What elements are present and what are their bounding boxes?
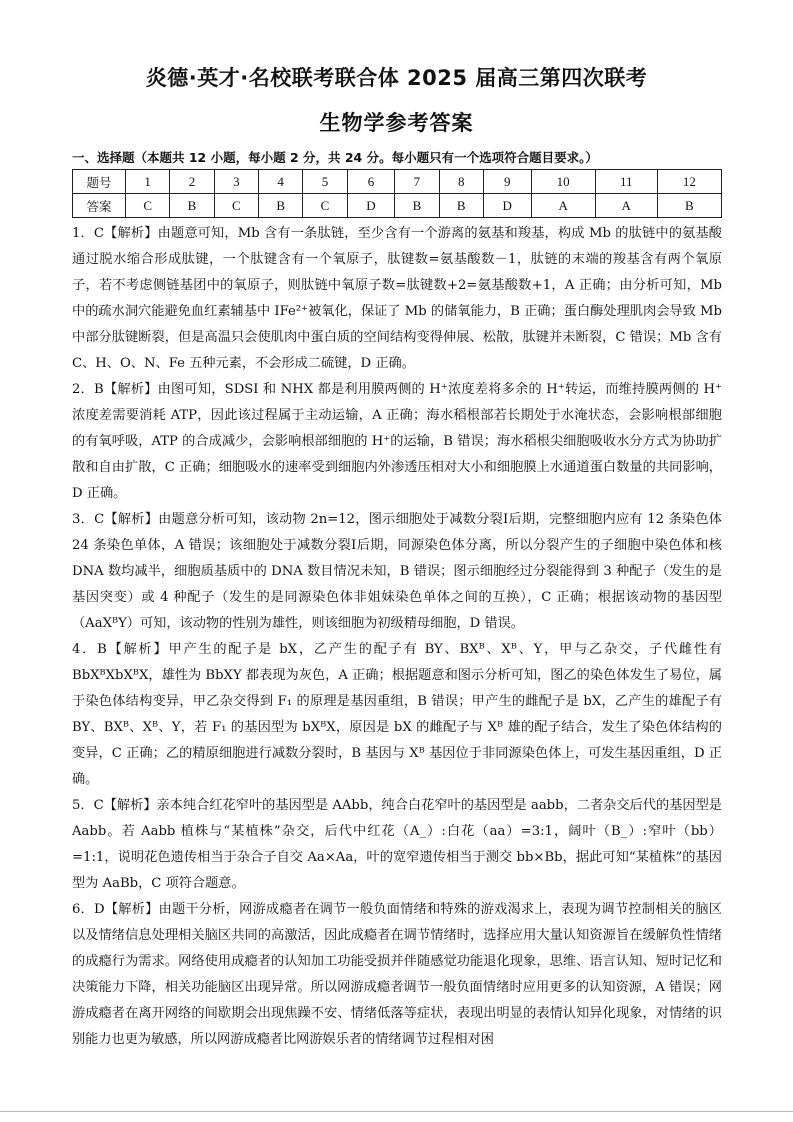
exam-title: 炎德·英才·名校联考联合体 2025 届高三第四次联考 [145, 66, 648, 90]
answer-key-title: 生物学参考答案 [319, 111, 474, 135]
answer-cell: B [439, 194, 483, 218]
answer-cell: B [395, 194, 439, 218]
explanation-q5: 5．C【解析】亲本纯合红花窄叶的基因型是 AAbb，纯合白花窄叶的基因型是 aabb，二者杂交后代的基因型是 Aabb。若 Aabb 植株与“某植株”杂交，后代中红花（A_）:白花（aa）=3:1，阔叶（B_）:窄叶（bb）=1:1，说明花色遗传相当于杂合子自交 Aa×Aa，叶的宽窄遗传相当于测交 bb×Bb，据此可知“某植株”的基因型为 AaBb，C 项符合题意。 [72, 798, 722, 891]
answer-cell: B [657, 194, 721, 218]
row-label-number: 题号 [73, 170, 126, 194]
answer-cell: B [170, 194, 214, 218]
answer-cell: A [595, 194, 657, 218]
table-row [73, 170, 722, 194]
page-bottom-divider [0, 1111, 793, 1112]
answer-cell: D [483, 194, 531, 218]
question-number: 4 [258, 170, 302, 194]
question-number: 11 [595, 170, 657, 194]
row-label-answer: 答案 [73, 194, 126, 218]
question-number: 1 [126, 170, 170, 194]
question-number: 8 [439, 170, 483, 194]
answer-table [72, 169, 722, 218]
answer-cell: D [347, 194, 395, 218]
question-number: 10 [531, 170, 595, 194]
question-number: 5 [303, 170, 347, 194]
question-number: 6 [347, 170, 395, 194]
answer-cell: B [258, 194, 302, 218]
question-number: 9 [483, 170, 531, 194]
explanation-q4: 4．B【解析】甲产生的配子是 bX，乙产生的配子有 BY、BXᴮ、Xᴮ、Y，甲与乙杂交，子代雌性有 BbXᴮXbXᴮX，雄性为 BbXY 都表现为灰色，A 正确；根据题意和图示分析可知，图乙的染色体发生了易位，属于染色体结构变异，甲乙杂交得到 F₁ 的原理是基因重组，B 错误；甲产生的雌配子是 bX，乙产生的雄配子有 BY、BXᴮ、Xᴮ、Y，若 F₁ 的基因型为 bXᴮX，原因是 bX 的雌配子与 Xᴮ 雄的配子结合，发生了染色体结构的变异，C 正确；乙的精原细胞进行减数分裂时，B 基因与 Xᴮ 基因位于非同源染色体上，可发生基因重组，D 正确。 [72, 642, 722, 787]
question-number: 7 [395, 170, 439, 194]
table-row [73, 194, 722, 218]
answer-cell: C [126, 194, 170, 218]
question-number: 3 [214, 170, 258, 194]
question-number: 2 [170, 170, 214, 194]
section-heading: 一、选择题（本题共 12 小题，每小题 2 分，共 24 分。每小题只有一个选项符合题目要求。） [72, 150, 598, 165]
explanations [72, 221, 722, 1053]
explanation-q3: 3．C【解析】由题意分析可知，该动物 2n=12，图示细胞处于减数分裂Ⅰ后期，完整细胞内应有 12 条染色体 24 条染色单体，A 错误；该细胞处于减数分裂Ⅰ后期，同源染色体分离，所以分裂产生的子细胞中染色体和核 DNA 数均减半，细胞质基质中的 DNA 数目情况未知，B 错误；图示细胞经过分裂能得到 3 种配子（发生的是基因突变）或 4 种配子（发生的是同源染色体非姐妹染色单体之间的互换），C 正确；根据该动物的基因型（AaXᴮY）可知，该动物的性别为雄性，则该细胞为初级精母细胞，D 错误。 [72, 512, 722, 631]
explanation-q1: 1．C【解析】由题意可知，Mb 含有一条肽链，至少含有一个游离的氨基和羧基，构成 Mb 的肽链中的氨基酸通过脱水缩合形成肽键，一个肽键含有一个氧原子，肽键数=氨基酸数－1，肽链的末端的羧基含有两个氧原子，若不考虑侧链基团中的氧原子，则肽链中氧原子数=肽键数+2=氨基酸数+1，A 正确；由分析可知，Mb 中的疏水洞穴能避免血红素辅基中 IFe²⁺被氧化，保证了 Mb 的储氧能力，B 正确；蛋白酶处理肌肉会导致 Mb 中部分肽键断裂，但是高温只会使肌肉中蛋白质的空间结构变得伸展、松散，肽键并未断裂，C 错误；Mb 含有 C、H、O、N、Fe 五种元素，不会形成二硫键，D 正确。 [72, 226, 722, 371]
question-number: 12 [657, 170, 721, 194]
explanation-q6: 6．D【解析】由题干分析，网游成瘾者在调节一般负面情绪和特殊的游戏渴求上，表现为调节控制相关的脑区以及情绪信息处理相关脑区共同的高激活，因此成瘾者在调节情绪时，选择应用大量认知资源旨在缓解负性情绪的成瘾行为需求。网络使用成瘾者的认知加工功能受损并伴随感觉功能退化现象，思维、语言认知、短时记忆和决策能力下降，相关功能脑区出现异常。所以网游成瘾者调节一般负面情绪时应用更多的认知资源，A 错误；网游成瘾者在离开网络的间歇期会出现焦躁不安、情绪低落等症状，表现出明显的表情认知异化现象，对情绪的识别能力也更为敏感，所以网游成瘾者比网游娱乐者的情绪调节过程相对困 [72, 902, 722, 1047]
explanation-q2: 2．B【解析】由图可知，SDSI 和 NHX 都是利用膜两侧的 H⁺浓度差将多余的 H⁺转运，而维持膜两侧的 H⁺浓度差需要消耗 ATP，因此该过程属于主动运输，A 正确；海水稻根部若长期处于水淹状态，会影响根部细胞的有氧呼吸，ATP 的合成减少，会影响根部细胞的 H⁺的运输，B 错误；海水稻根尖细胞吸收水分方式为协助扩散和自由扩散，C 正确；细胞吸水的速率受到细胞内外渗透压相对大小和细胞膜上水通道蛋白数量的共同影响，D 正确。 [72, 382, 722, 501]
answer-cell: C [303, 194, 347, 218]
answer-cell: C [214, 194, 258, 218]
answer-cell: A [531, 194, 595, 218]
